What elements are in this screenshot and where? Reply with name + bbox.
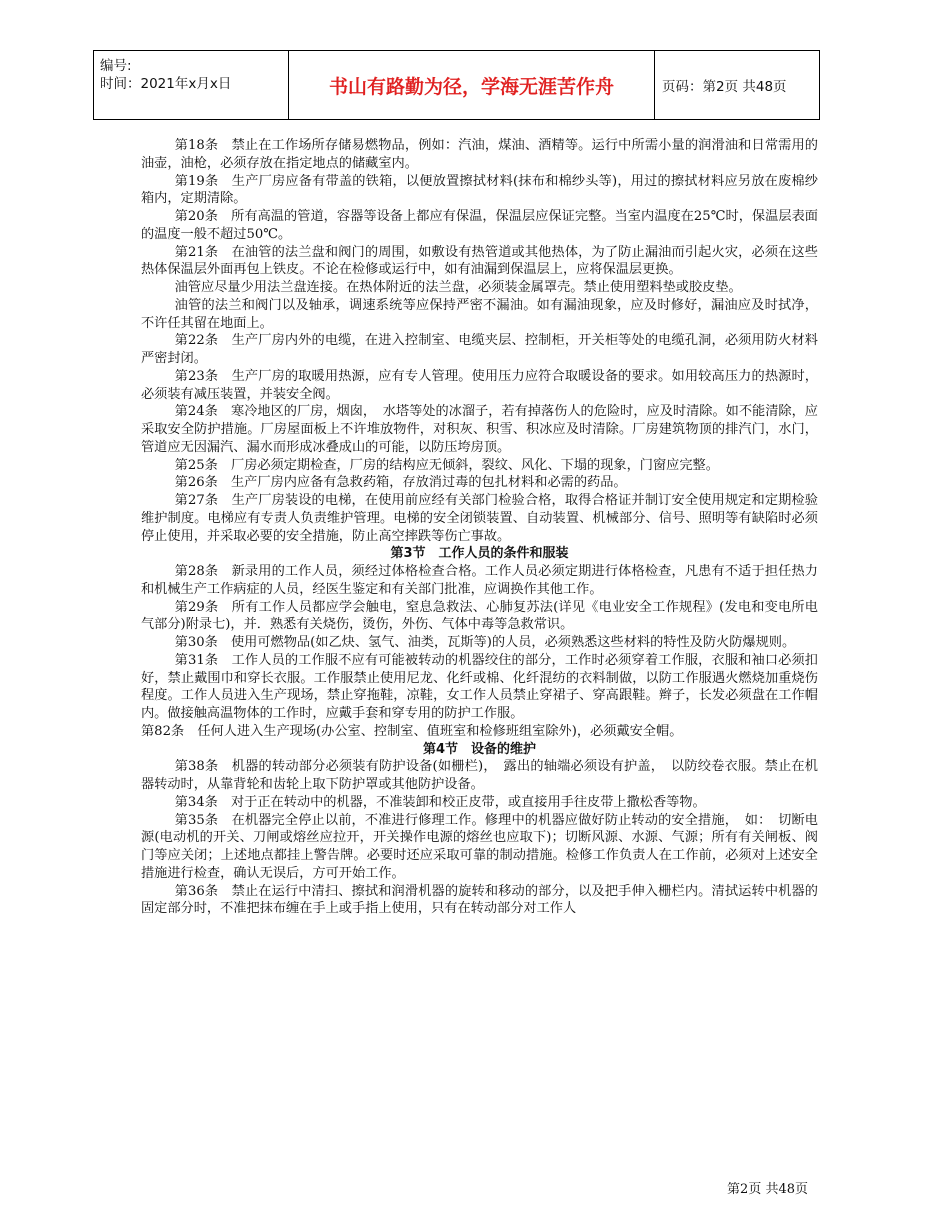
article-19: 第19条 生产厂房应备有带盖的铁箱，以便放置擦拭材料(抹布和棉纱头等)，用过的擦拭材料应另放在废棉纱箱内，定期清除。 bbox=[141, 173, 818, 207]
article-20: 第20条 所有高温的管道，容器等设备上都应有保温，保温层应保证完整。当室内温度在25℃时，保温层表面的温度一般不超过50℃。 bbox=[141, 209, 818, 242]
article-28: 第28条 新录用的工作人员，须经过体格检查合格。工作人员必须定期进行体格检查，凡患有不适于担任热力和机械生产工作病症的人员，经医生鉴定和有关部门批准，应调换作其他工作。 bbox=[141, 564, 818, 597]
article-34: 第34条 对于正在转动中的机器，不准装卸和校正皮带，或直接用手往皮带上撒松香等物。 bbox=[174, 794, 706, 810]
serial-label: 编号: bbox=[100, 58, 132, 74]
header-meta bbox=[94, 51, 289, 119]
article-31: 第31条 工作人员的工作服不应有可能被转动的机器绞住的部分，工作时必须穿着工作服，衣服和袖口必须扣好，禁止戴围巾和穿长衣服。工作服禁止使用尼龙、化纤或棉、化纤混纺的衣料制做，以防工作服遇火燃烧加重烧伤程度。工作人员进入生产现场，禁止穿拖鞋，凉鞋，女工作人员禁止穿裙子、穿高跟鞋。辫子，长发必须盘在工作帽内。做接触高温物体的工作时，应戴手套和穿专用的防护工作服。 bbox=[141, 652, 818, 721]
article-21-sub2: 油管的法兰和阀门以及轴承，调速系统等应保持严密不漏油。如有漏油现象，应及时修好，漏油应及时拭净，不许任其留在地面上。 bbox=[141, 297, 818, 331]
article-30: 第30条 使用可燃物品(如乙炔、氢气、油类，瓦斯等)的人员，必须熟悉这些材料的特性及防火防爆规则。 bbox=[174, 635, 796, 650]
article-26: 第26条 生产厂房内应备有急救药箱，存放消过毒的包扎材料和必需的药品。 bbox=[174, 475, 627, 491]
header-page-info: 页码：第2页 共48页 bbox=[662, 79, 787, 95]
header-motto: 书山有路勤为径，学海无涯苦作舟 bbox=[289, 51, 655, 119]
article-29: 第29条 所有工作人员都应学会触电，窒息急救法、心肺复苏法(详见《电业安全工作规程》(发电和变电所电气部分)附录七)，并．熟悉有关烧伤，烫伤，外伤、气体中毒等急救常识。 bbox=[141, 599, 818, 633]
page-header bbox=[93, 50, 820, 120]
article-21: 第21条 在油管的法兰盘和阀门的周围，如敷设有热管道或其他热体，为了防止漏油而引起火灾，必须在这些热体保温层外面再包上铁皮。不论在检修或运行中，如有油漏到保温层上，应将保温层更换。 bbox=[141, 244, 818, 278]
article-21-sub1: 油管应尽量少用法兰盘连接。在热体附近的法兰盘，必须装金属罩壳。禁止使用塑料垫或胶皮垫。 bbox=[174, 280, 742, 295]
article-23: 第23条 生产厂房的取暖用热源，应有专人管理。使用压力应符合取暖设备的要求。如用较高压力的热源时，必须装有减压装置，并装安全阀。 bbox=[141, 368, 818, 402]
section-4-title: 第4节 设备的维护 bbox=[422, 741, 537, 757]
document-body bbox=[141, 137, 818, 918]
page-footer: 第2页 共48页 bbox=[727, 1182, 808, 1197]
article-35: 第35条 在机器完全停止以前，不准进行修理工作。修理中的机器应做好防止转动的安全措施， 如： 切断电源(电动机的开关、刀闸或熔丝应拉开，开关操作电源的熔丝也应取下)；切断风源、水源、气源；所有有关闸板、阀门等应关闭；上述地点都挂上警告牌。必要时还应采取可靠的制动措施。检修工作负责人在工作前，必须对上述安全措施进行检查，确认无误后，方可开始工作。 bbox=[141, 812, 818, 881]
article-24: 第24条 寒冷地区的厂房，烟囱， 水塔等处的冰溜子，若有掉落伤人的危险时，应及时清除。如不能清除，应采取安全防护措施。厂房屋面板上不许堆放物件，对积灰、积雪、积冰应及时清除。厂房建筑物顶的排汽门，水门，管道应无因漏汽、漏水而形成冰叠成山的可能，以防压垮房顶。 bbox=[141, 404, 818, 455]
article-38: 第38条 机器的转动部分必须装有防护设备(如栅栏)， 露出的轴端必须设有护盖， 以防绞卷衣服。禁止在机器转动时，从靠背轮和齿轮上取下防护罩或其他防护设备。 bbox=[141, 759, 818, 792]
article-27: 第27条 生产厂房装设的电梯，在使用前应经有关部门检验合格，取得合格证并制订安全使用规定和定期检验维护制度。电梯应有专责人负责维护管理。电梯的安全闭锁装置、自动装置、机械部分、信号、照明等有缺陷时必须停止使用，并采取必要的安全措施，防止高空摔跌等伤亡事故。 bbox=[141, 493, 818, 544]
article-36: 第36条 禁止在运行中清扫、擦拭和润滑机器的旋转和移动的部分，以及把手伸入栅栏内。清拭运转中机器的固定部分时，不准把抹布缠在手上或手指上使用，只有在转动部分对工作人 bbox=[141, 883, 818, 917]
article-18: 第18条 禁止在工作场所存储易燃物品，例如：汽油，煤油、酒精等。运行中所需小量的润滑油和日常需用的油壶，油枪，必须存放在指定地点的储藏室内。 bbox=[141, 138, 818, 171]
article-82: 第82条 任何人进入生产现场(办公室、控制室、值班室和检修班组室除外)，必须戴安全帽。 bbox=[141, 723, 683, 739]
article-22: 第22条 生产厂房内外的电缆，在进入控制室、电缆夹层、控制柜，开关柜等处的电缆孔洞，必须用防火材料严密封闭。 bbox=[141, 333, 818, 366]
date-label: 时间：2021年x月x日 bbox=[100, 76, 232, 92]
section-3-title: 第3节 工作人员的条件和服装 bbox=[390, 546, 569, 562]
article-25: 第25条 厂房必须定期检查，厂房的结构应无倾斜，裂纹、风化、下塌的现象，门窗应完整。 bbox=[174, 457, 719, 473]
